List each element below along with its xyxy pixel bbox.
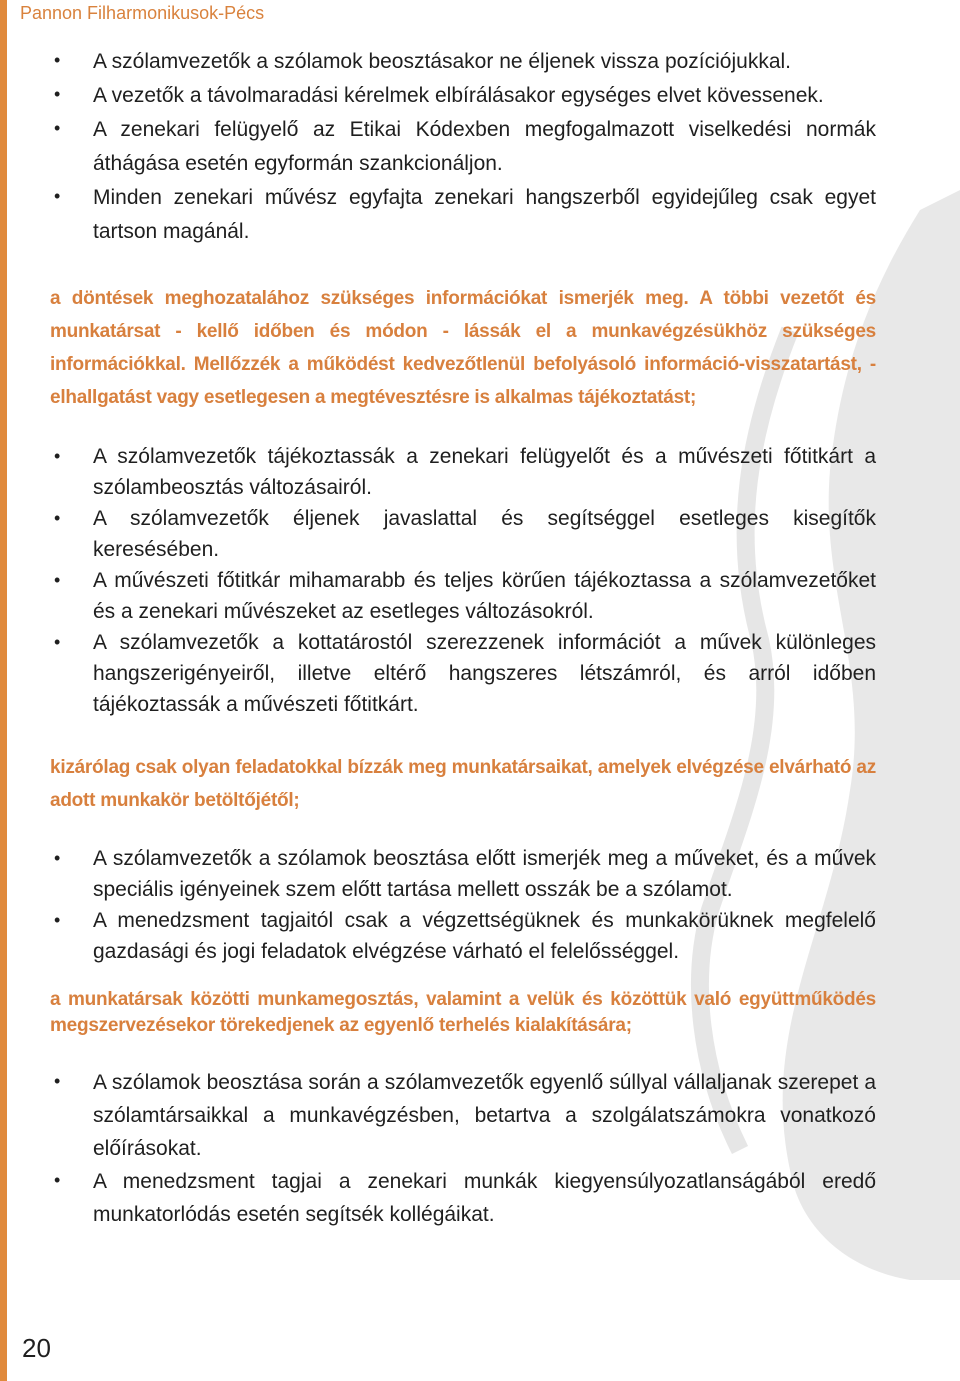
- list-item-text: A menedzsment tagjaitól csak a végzettségüknek és munkakörüknek megfelelő gazdasági és jogi feladatok elvégzése várható el felelősséggel.: [93, 909, 876, 963]
- list-item: [50, 181, 876, 249]
- bullet-icon: •: [54, 1170, 61, 1190]
- bullet-icon: •: [54, 84, 61, 104]
- bullet-list: [50, 45, 876, 249]
- bullet-icon: •: [54, 848, 61, 868]
- page-accent-border: [0, 0, 7, 1381]
- list-item-text: Minden zenekari művész egyfajta zenekari hangszerből egyidejűleg csak egyet tartson magánál.: [93, 186, 876, 243]
- list-item-text: A vezetők a távolmaradási kérelmek elbírálásakor egységes elvet kövessenek.: [93, 84, 824, 107]
- bullet-icon: •: [54, 1071, 61, 1091]
- section-heading-1: [50, 282, 876, 414]
- running-header: Pannon Filharmonikusok-Pécs: [20, 3, 265, 23]
- section-heading-text: a munkatársak közötti munkamegosztás, valamint a velük és közöttük való együttműködés megszervezésekor törekedjenek az egyenlő terhelés kialakítására;: [50, 989, 876, 1036]
- list-item: [50, 627, 876, 720]
- list-item-text: A menedzsment tagjai a zenekari munkák kiegyensúlyozatlanságából eredő munkatorlódás esetén segítsék kollégáikat.: [93, 1170, 876, 1226]
- list-item-text: A szólamok beosztása során a szólamvezetők egyenlő súllyal vállaljanak szerepet a szólamtársaikkal a munkavégzésben, betartva a szolgálatszámokra vonatkozó előírásokat.: [93, 1071, 876, 1160]
- section-heading-text: kizárólag csak olyan feladatokkal bízzák meg munkatársaikat, amelyek elvégzése elvárható az adott munkakör betöltőjétől;: [50, 757, 876, 811]
- list-item-text: A művészeti főtitkár mihamarabb és teljes körűen tájékoztassa a szólamvezetőket és a zenekari művészeket az esetleges változásokról.: [93, 569, 876, 623]
- bullet-block-2: [50, 441, 876, 720]
- bullet-block-4: [50, 1066, 876, 1231]
- section-heading-2: [50, 751, 876, 817]
- list-item: [50, 441, 876, 503]
- list-item-text: A szólamvezetők éljenek javaslattal és segítséggel esetleges kisegítők keresésében.: [93, 507, 876, 561]
- list-item: [50, 113, 876, 181]
- list-item-text: A szólamvezetők a kottatárostól szerezzenek információt a művek különleges hangszerigényeiről, illetve eltérő hangszeres létszámról, és arról időben tájékoztassák a művészeti főtitkárt.: [93, 631, 876, 716]
- bullet-icon: •: [54, 186, 61, 206]
- bullet-list: [50, 441, 876, 720]
- list-item-text: A szólamvezetők tájékoztassák a zenekari felügyelőt és a művészeti főtitkárt a szólambeosztás változásairól.: [93, 445, 876, 499]
- list-item-text: A szólamvezetők a szólamok beosztása előtt ismerjék meg a műveket, és a művek speciális igényeinek szem előtt tartása mellett osszák be a szólamot.: [93, 847, 876, 901]
- list-item: [50, 565, 876, 627]
- bullet-icon: •: [54, 910, 61, 930]
- bullet-block-3: [50, 843, 876, 967]
- list-item: [50, 905, 876, 967]
- list-item: [50, 1066, 876, 1165]
- list-item: [50, 503, 876, 565]
- list-item: [50, 79, 876, 113]
- bullet-icon: •: [54, 446, 61, 466]
- page-number: 20: [22, 1333, 51, 1363]
- bullet-icon: •: [54, 508, 61, 528]
- list-item: [50, 45, 876, 79]
- bullet-block-1: [50, 45, 876, 249]
- bullet-list: [50, 1066, 876, 1231]
- section-heading-3: [50, 987, 876, 1039]
- section-heading-text: a döntések meghozatalához szükséges információkat ismerjék meg. A többi vezetőt és munkatársat - kellő időben és módon - lássák el a munkavégzésükhöz szükséges információkkal. Mellőzzék a működést kedvezőtlenül befolyásoló információ-visszatartást, - elhallgatást vagy esetlegesen a megtévesztésre is alkalmas tájékoztatást;: [50, 288, 876, 408]
- bullet-list: [50, 843, 876, 967]
- bullet-icon: •: [54, 50, 61, 70]
- bullet-icon: •: [54, 632, 61, 652]
- bullet-icon: •: [54, 570, 61, 590]
- list-item: [50, 843, 876, 905]
- bullet-icon: •: [54, 118, 61, 138]
- list-item-text: A szólamvezetők a szólamok beosztásakor ne éljenek vissza pozíciójukkal.: [93, 50, 792, 73]
- list-item-text: A zenekari felügyelő az Etikai Kódexben megfogalmazott viselkedési normák áthágása esetén egyformán szankcionáljon.: [93, 118, 876, 175]
- list-item: [50, 1165, 876, 1231]
